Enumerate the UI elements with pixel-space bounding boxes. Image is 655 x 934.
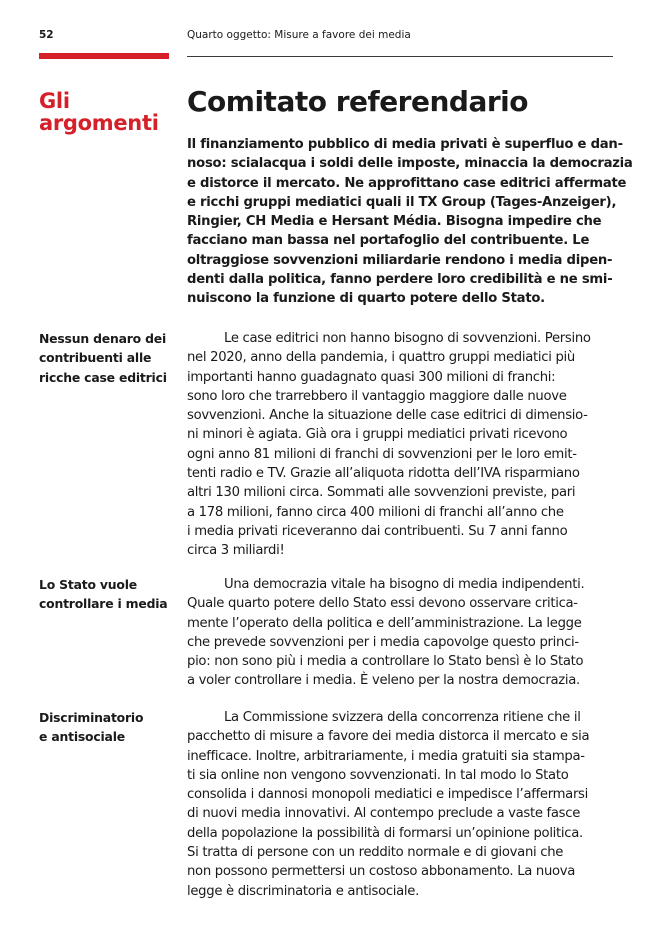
kicker-line: Gli bbox=[39, 89, 70, 113]
body-paragraph bbox=[187, 329, 617, 561]
body-line: a 178 milioni, fanno circa 400 milioni di franchi all’anno che bbox=[187, 504, 564, 520]
body-paragraph bbox=[187, 575, 617, 691]
side-label-line: ricche case editrici bbox=[39, 369, 167, 385]
lead-line: nuiscono la funzione di quarto potere dello Stato. bbox=[187, 291, 545, 307]
body-line: Le case editrici non hanno bisogno di sovvenzioni. Persino bbox=[224, 331, 591, 346]
body-line: Quale quarto potere dello Stato essi devono osservare critica- bbox=[187, 596, 578, 612]
lead-line: oltraggiose sovvenzioni miliardarie rendono i media dipen- bbox=[187, 252, 613, 268]
body-line: di nuovi media innovativi. Al contempo preclude a vaste fasce bbox=[187, 806, 581, 822]
body-line: Una democrazia vitale ha bisogno di media indipendenti. bbox=[224, 577, 585, 592]
body-line: mente l’operato della politica e dell’amministrazione. La legge bbox=[187, 615, 582, 631]
side-label-line: controllare i media bbox=[39, 596, 168, 612]
side-label-line: Discriminatorio bbox=[39, 710, 144, 725]
body-line: consolida i dannosi monopoli mediatici e impedisce l’affermarsi bbox=[187, 787, 588, 803]
lead-line: Il finanziamento pubblico di media privati è superfluo e dan- bbox=[187, 137, 623, 152]
body-line: tenti radio e TV. Grazie all’aliquota ridotta dell’IVA risparmiano bbox=[187, 466, 580, 482]
side-label-line: Nessun denaro dei bbox=[39, 331, 166, 346]
running-head: Quarto oggetto: Misure a favore dei media bbox=[187, 29, 411, 41]
page-number: 52 bbox=[39, 29, 54, 41]
body-line: non possono permettersi un costoso abbonamento. La nuova bbox=[187, 864, 576, 880]
body-line: della popolazione la possibilità di formarsi un’opinione politica. bbox=[187, 825, 583, 841]
body-line: i media privati riceveranno dai contribuenti. Su 7 anni fanno bbox=[187, 523, 568, 539]
body-line: pacchetto di misure a favore dei media distorca il mercato e sia bbox=[187, 729, 590, 745]
lead-line: e ricchi gruppi mediatici quali il TX Group (Tages-Anzeiger), bbox=[187, 194, 617, 210]
body-paragraph bbox=[187, 708, 617, 901]
page-title: Comitato referendario bbox=[187, 85, 528, 118]
body-line: La Commissione svizzera della concorrenza ritiene che il bbox=[224, 710, 581, 725]
header-rule bbox=[187, 56, 613, 57]
body-line: ti sia online non vengono sovvenzionati. In tal modo lo Stato bbox=[187, 767, 569, 783]
section-kicker bbox=[39, 90, 179, 134]
lead-line: Ringier, CH Media e Hersant Média. Bisogna impedire che bbox=[187, 214, 602, 230]
red-accent-bar bbox=[39, 53, 169, 59]
kicker-line: argomenti bbox=[39, 111, 159, 135]
body-line: pio: non sono più i media a controllare lo Stato bensì è lo Stato bbox=[187, 654, 584, 670]
side-label bbox=[39, 708, 179, 747]
side-label-line: Lo Stato vuole bbox=[39, 577, 137, 592]
lead-line: noso: scialacqua i soldi delle imposte, minaccia la democrazia bbox=[187, 156, 633, 172]
body-line: circa 3 miliardi! bbox=[187, 543, 285, 559]
body-line: Si tratta di persone con un reddito normale e di giovani che bbox=[187, 845, 564, 861]
side-label bbox=[39, 329, 179, 387]
side-label bbox=[39, 575, 179, 614]
body-line: legge è discriminatoria e antisociale. bbox=[187, 883, 420, 899]
body-line: ni minori è agiata. Già ora i gruppi mediatici privati ricevono bbox=[187, 427, 568, 443]
body-line: che prevede sovvenzioni per i media capovolge questo princi- bbox=[187, 634, 579, 650]
side-label-line: contribuenti alle bbox=[39, 350, 152, 366]
side-label-line: e antisociale bbox=[39, 729, 125, 745]
lead-line: denti dalla politica, fanno perdere loro credibilità e ne smi- bbox=[187, 272, 613, 288]
body-line: nel 2020, anno della pandemia, i quattro gruppi mediatici più bbox=[187, 350, 575, 366]
body-line: sono loro che trarrebbero il vantaggio maggiore dalle nuove bbox=[187, 388, 567, 404]
body-line: altri 130 milioni circa. Sommati alle sovvenzioni previste, pari bbox=[187, 485, 576, 501]
body-line: a voler controllare i media. È veleno per la nostra democrazia. bbox=[187, 673, 580, 689]
body-line: sovvenzioni. Anche la situazione delle case editrici di dimensio- bbox=[187, 408, 588, 424]
lead-line: facciano man bassa nel portafoglio del contribuente. Le bbox=[187, 233, 590, 249]
lead-line: e distorce il mercato. Ne approfittano case editrici affermate bbox=[187, 175, 627, 191]
lead-paragraph bbox=[187, 135, 633, 309]
body-line: inefficace. Inoltre, arbitrariamente, i media gratuiti sia stampa- bbox=[187, 748, 585, 764]
body-line: importanti hanno guadagnato quasi 300 milioni di franchi: bbox=[187, 369, 556, 385]
body-line: ogni anno 81 milioni di franchi di sovvenzioni per le loro emit- bbox=[187, 446, 577, 462]
